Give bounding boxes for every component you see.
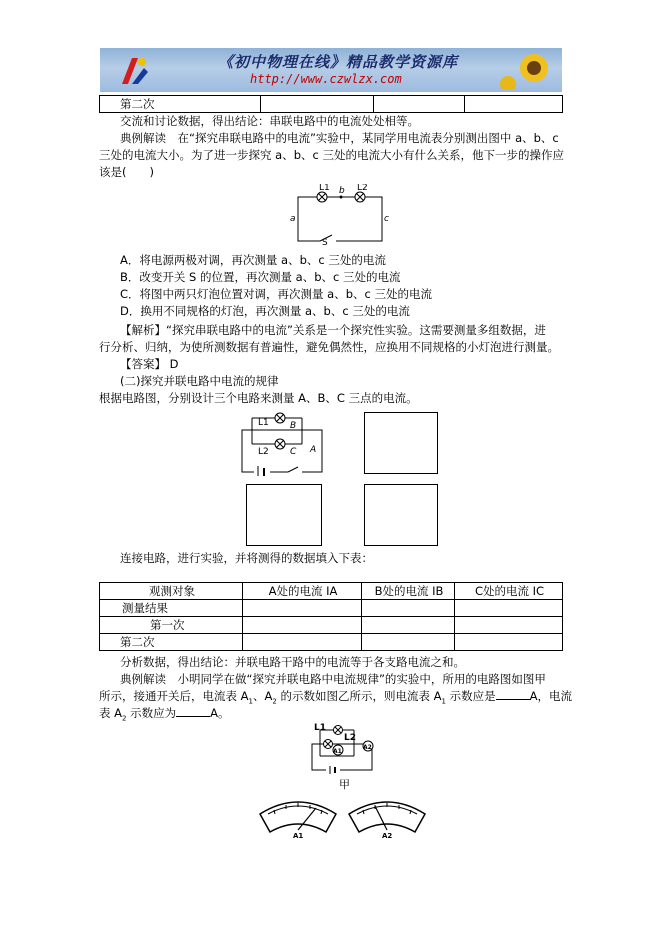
figure-jia-circuit [298,722,384,777]
option-a: A．将电源两极对调，再次测量 a、b、c 三处的电流 [120,253,386,267]
table-row [100,617,563,634]
label-L2: L2 [344,733,356,743]
paragraph-line: 典例解读 小明同学在做“探究并联电路中电流规律”的实验中，所用的电路图如图甲 [120,672,546,686]
label-c: c [384,214,389,224]
section-heading: (二)探究并联电路中电流的规律 [120,374,279,388]
meter-label: A1 [293,832,304,840]
table-cell [374,96,465,113]
analysis-line: 【解析】“探究串联电路中的电流”关系是一个探究性实验。这需要测量多组数据，进 [120,323,546,337]
label-A1: A1 [333,748,342,755]
paragraph-line: 三处的电流大小。为了进一步探究 a、b、c 三处的电流大小有什么关系，他下一步的操作应 [99,148,564,162]
label-L1: L1 [314,723,326,733]
banner-logo [118,54,150,88]
banner-url: http://www.czwlzx.com [250,72,402,86]
label-a: a [290,214,296,224]
label-L2: L2 [258,447,269,457]
table-cell: 测量结果 [100,600,243,617]
paragraph-line: 该是( ) [99,165,154,179]
answer-line: 【答案】 D [120,357,179,371]
top-table [99,95,563,113]
header-banner [100,48,562,92]
empty-diagram-box [246,484,322,546]
table-row [100,634,563,651]
table-header: A处的电流 IA [243,583,362,600]
empty-diagram-box [364,484,438,546]
option-b: B．改变开关 S 的位置，再次测量 a、b、c 三处的电流 [120,270,401,284]
label-C: C [290,447,297,457]
empty-diagram-box [364,412,438,474]
meter-label: A2 [382,832,393,840]
table-header: C处的电流 IC [455,583,563,600]
series-circuit-diagram [290,184,390,249]
analysis-line: 行分析、归纳，为使所测数据有普遍性，避免偶然性，应换用不同规格的小灯泡进行测量。 [99,340,559,354]
label-S: S [322,238,328,246]
table-cell [261,96,374,113]
table-cell [465,96,563,113]
paragraph-line: 分析数据，得出结论：并联电路干路中的电流等于各支路电流之和。 [120,655,465,669]
ammeter-a1 [256,794,340,843]
paragraph-line: 典例解读 在“探究串联电路中的电流”实验中，某同学用电流表分别测出图中 a、b、c [120,131,559,145]
label-b: b [339,186,345,196]
label-L2: L2 [357,184,368,193]
paragraph-line: 连接电路，进行实验，并将测得的数据填入下表： [120,551,373,565]
paragraph-line: 根据电路图，分别设计三个电路来测量 A、B、C 三点的电流。 [99,391,418,405]
label-A: A [310,445,317,455]
sunflower-decoration [498,50,558,90]
answer-blank[interactable] [496,688,530,700]
data-table [99,582,563,651]
table-header-row [100,583,563,600]
table-header: B处的电流 IB [362,583,455,600]
table-cell: 第二次 [100,634,243,651]
table-cell: 第二次 [100,96,261,113]
parallel-circuit-diagram [240,410,326,479]
table-cell: 第一次 [100,617,243,634]
label-L1: L1 [319,184,330,193]
answer-blank[interactable] [176,705,210,717]
paragraph-line: 表 $A_2$ 示数应为 A。 [99,706,230,723]
paragraph-line: 交流和讨论数据，得出结论：串联电路中的电流处处相等。 [120,114,419,128]
ammeter-a2 [345,794,429,843]
banner-title: 《初中物理在线》精品教学资源库 [218,53,459,71]
label-A2: A2 [363,744,372,751]
option-c: C．将图中两只灯泡位置对调，再次测量 a、b、c 三处的电流 [120,287,433,301]
table-row [100,600,563,617]
label-B: B [290,421,297,431]
label-L1: L1 [258,418,269,428]
option-d: D．换用不同规格的灯泡，再次测量 a、b、c 三处的电流 [120,304,410,318]
figure-caption: 甲 [339,778,350,791]
table-header: 观测对象 [100,583,243,600]
paragraph-line: 所示，接通开关后，电流表 $A_1$、$A_2$ 的示数如图乙所示，则电流表 $A_1$ 示数应是 A，电流 [99,689,573,706]
